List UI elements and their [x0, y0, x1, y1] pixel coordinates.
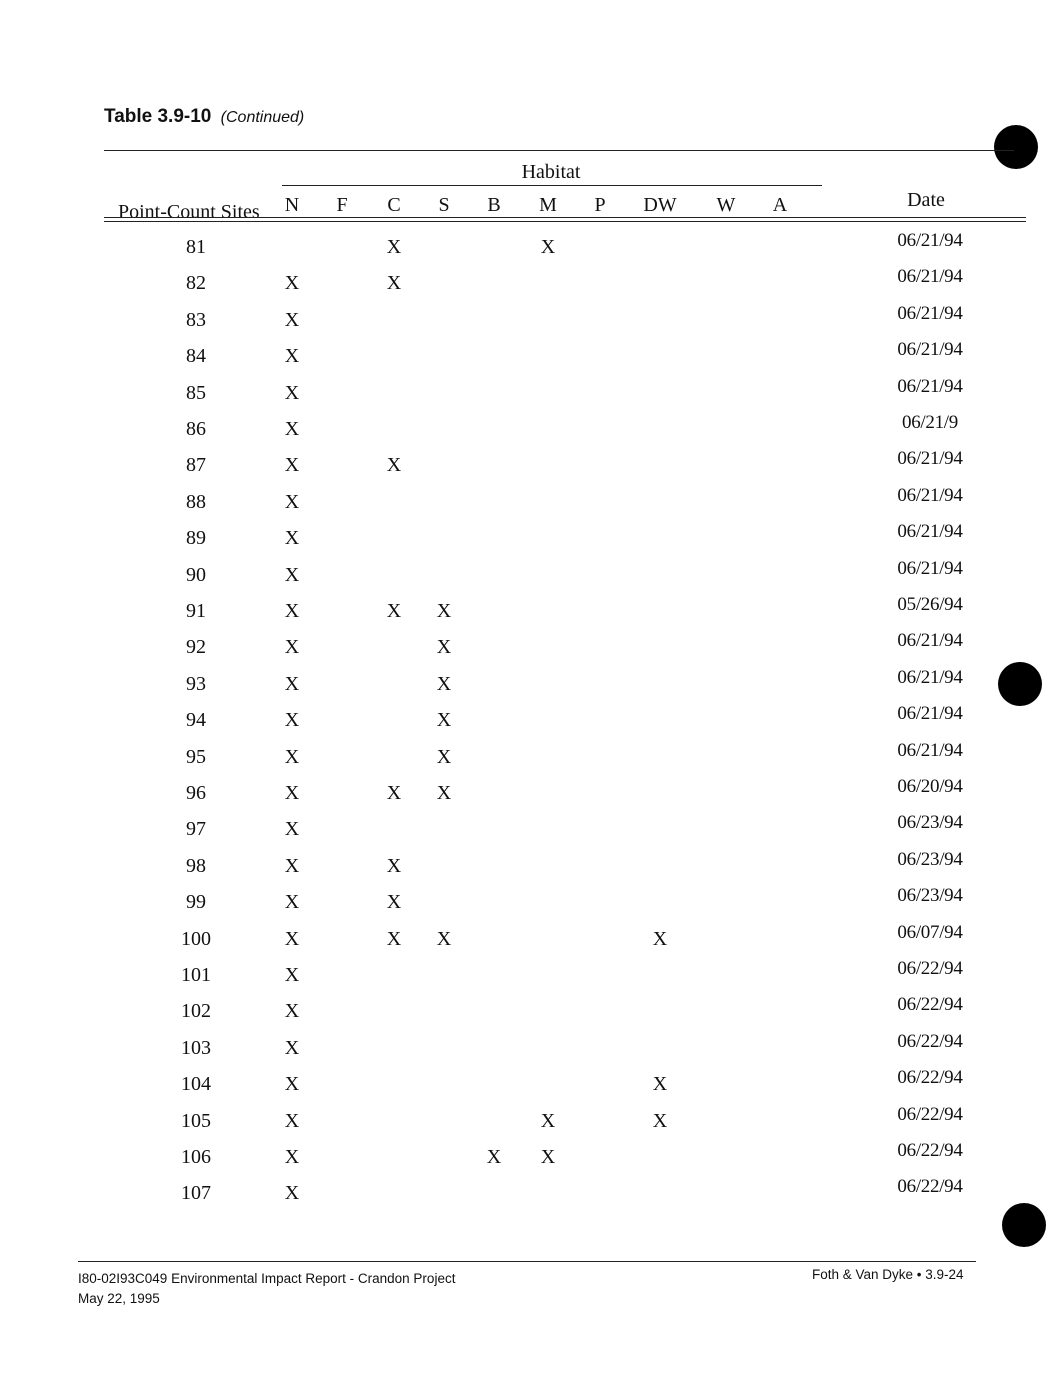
survey-date: 06/21/94 [897, 448, 963, 470]
survey-date: 06/22/94 [897, 1030, 963, 1052]
survey-date: 06/21/9 [902, 412, 958, 433]
habitat-mark-n: X [284, 891, 300, 914]
site-number: 100 [181, 927, 211, 950]
habitat-mark-s: X [436, 672, 452, 695]
site-number: 89 [186, 527, 206, 550]
survey-date: 06/23/94 [897, 885, 963, 907]
habitat-mark-s: X [436, 782, 452, 804]
habitat-mark-c: X [386, 272, 402, 295]
survey-date: 06/23/94 [897, 812, 963, 834]
site-number: 86 [186, 418, 206, 440]
habitat-mark-c: X [386, 236, 402, 258]
survey-date: 06/21/94 [897, 630, 963, 652]
habitat-mark-n: X [284, 1109, 300, 1132]
survey-date: 06/21/94 [897, 339, 963, 361]
habitat-column-header-c: C [387, 194, 401, 216]
survey-date: 06/21/94 [897, 375, 963, 397]
habitat-mark-n: X [284, 454, 300, 477]
habitat-mark-s: X [436, 745, 452, 768]
footer-date: May 22, 1995 [78, 1291, 160, 1306]
habitat-mark-n: X [284, 600, 300, 622]
table-title [104, 106, 304, 128]
survey-date: 06/21/94 [897, 521, 963, 543]
site-number: 90 [186, 563, 206, 586]
survey-date: 06/22/94 [897, 1103, 963, 1125]
site-number: 95 [186, 745, 206, 768]
site-number: 105 [181, 1109, 211, 1132]
habitat-mark-c: X [386, 782, 402, 804]
habitat-column-header-f: F [336, 194, 348, 216]
habitat-mark-n: X [284, 272, 300, 295]
site-number: 96 [186, 782, 206, 804]
habitat-mark-n: X [284, 854, 300, 877]
table-title-text: Table 3.9-10 [104, 106, 212, 127]
habitat-mark-n: X [284, 527, 300, 550]
habitat-mark-n: X [284, 672, 300, 695]
footer-page-info: Foth & Van Dyke • 3.9-24 [812, 1267, 964, 1282]
footer-document-id: I80-02I93C049 Environmental Impact Report - Crandon Project [78, 1271, 456, 1286]
habitat-mark-n: X [284, 782, 300, 804]
habitat-mark-n: X [284, 636, 300, 659]
habitat-mark-c: X [386, 854, 402, 877]
habitat-mark-n: X [284, 418, 300, 440]
header-double-rule [104, 217, 1026, 222]
habitat-mark-n: X [284, 1146, 300, 1168]
habitat-column-header-m: M [539, 194, 557, 216]
survey-date: 06/20/94 [897, 776, 963, 797]
survey-date: 06/21/94 [897, 302, 963, 324]
habitat-mark-n: X [284, 308, 300, 331]
habitat-column-header-dw: DW [643, 194, 677, 216]
table-title-suffix: (Continued) [220, 109, 305, 126]
survey-date: 05/26/94 [897, 594, 963, 615]
site-number: 103 [181, 1036, 211, 1059]
habitat-mark-s: X [436, 636, 452, 659]
site-number: 83 [186, 308, 206, 331]
site-number: 93 [186, 672, 206, 695]
habitat-mark-b: X [486, 1146, 502, 1168]
site-number: 87 [186, 454, 206, 477]
site-number: 94 [186, 709, 206, 732]
habitat-column-header-n: N [284, 194, 300, 216]
habitat-mark-c: X [386, 600, 402, 622]
habitat-column-header-s: S [438, 194, 450, 216]
habitat-mark-dw: X [652, 927, 668, 950]
habitat-mark-m: X [540, 1146, 556, 1168]
habitat-mark-dw: X [652, 1073, 668, 1096]
habitat-group-label: Habitat [521, 161, 581, 183]
habitat-mark-n: X [284, 709, 300, 732]
site-number: 106 [181, 1146, 211, 1168]
site-number: 88 [186, 490, 206, 513]
survey-date: 06/21/94 [897, 703, 963, 725]
site-number: 97 [186, 818, 206, 841]
habitat-column-header-b: B [487, 194, 501, 216]
habitat-column-header-a: A [772, 194, 788, 216]
survey-date: 06/07/94 [897, 921, 963, 943]
habitat-mark-n: X [284, 490, 300, 513]
habitat-column-header-p: P [594, 194, 606, 216]
site-number: 102 [181, 1000, 211, 1023]
habitat-mark-c: X [386, 927, 402, 950]
date-column-header: Date [907, 189, 945, 211]
habitat-mark-n: X [284, 563, 300, 586]
habitat-mark-n: X [284, 927, 300, 950]
site-number: 104 [181, 1073, 211, 1096]
survey-date: 06/21/94 [897, 266, 963, 288]
survey-date: 06/21/94 [897, 666, 963, 688]
site-number: 91 [186, 600, 206, 622]
survey-date: 06/22/94 [897, 994, 963, 1016]
binder-hole-icon [994, 125, 1038, 169]
site-column-header: Point-Count Sites [118, 201, 260, 223]
site-number: 99 [186, 891, 206, 914]
habitat-mark-n: X [284, 1073, 300, 1096]
habitat-mark-c: X [386, 891, 402, 914]
survey-date: 06/22/94 [897, 1067, 963, 1089]
habitat-mark-s: X [436, 600, 452, 622]
survey-date: 06/22/94 [897, 1176, 963, 1198]
habitat-mark-s: X [436, 709, 452, 732]
survey-date: 06/21/94 [897, 557, 963, 579]
site-number: 107 [181, 1182, 211, 1205]
site-number: 81 [186, 236, 206, 258]
table-top-rule [104, 150, 1014, 151]
habitat-column-header-w: W [716, 194, 736, 216]
habitat-mark-n: X [284, 745, 300, 768]
habitat-mark-n: X [284, 381, 300, 404]
footer-rule [78, 1261, 976, 1262]
habitat-mark-c: X [386, 454, 402, 477]
site-number: 101 [181, 964, 211, 986]
survey-date: 06/22/94 [897, 958, 963, 979]
habitat-mark-n: X [284, 964, 300, 986]
habitat-mark-m: X [540, 236, 556, 258]
survey-date: 06/21/94 [897, 739, 963, 761]
habitat-mark-n: X [284, 818, 300, 841]
site-number: 84 [186, 345, 206, 368]
site-number: 85 [186, 381, 206, 404]
habitat-mark-n: X [284, 1000, 300, 1023]
site-number: 82 [186, 272, 206, 295]
habitat-mark-n: X [284, 345, 300, 368]
habitat-mark-n: X [284, 1182, 300, 1205]
survey-date: 06/21/94 [897, 230, 963, 251]
habitat-mark-m: X [540, 1109, 556, 1132]
table-row [0, 375, 1058, 418]
table-row [0, 1176, 1058, 1218]
site-number: 98 [186, 854, 206, 877]
site-number: 92 [186, 636, 206, 659]
survey-date: 06/21/94 [897, 484, 963, 506]
survey-date: 06/23/94 [897, 848, 963, 870]
survey-date: 06/22/94 [897, 1140, 963, 1161]
habitat-mark-s: X [436, 927, 452, 950]
habitat-mark-dw: X [652, 1109, 668, 1132]
habitat-group-rule [282, 185, 822, 186]
habitat-mark-n: X [284, 1036, 300, 1059]
